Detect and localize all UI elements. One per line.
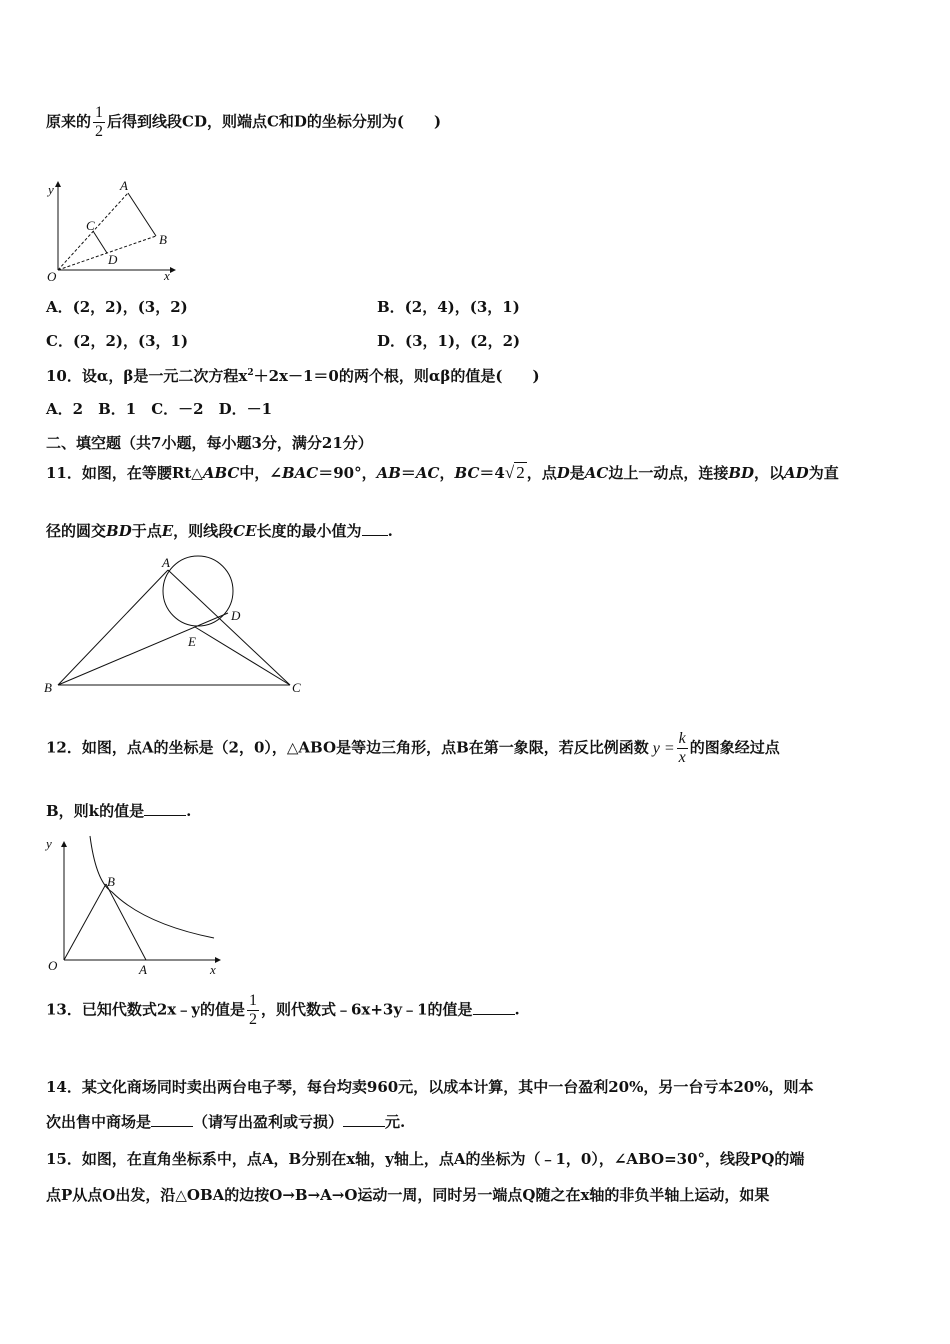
q11-label-b: B <box>44 680 52 695</box>
q14-answer-blank-1[interactable] <box>151 1112 193 1127</box>
q11-text: ＝ <box>400 464 416 482</box>
q12-fn-k: k <box>678 730 686 747</box>
q9-label-y: y <box>48 182 54 197</box>
q11-text: 中，∠ <box>239 464 282 482</box>
q12-label-y: y <box>46 836 52 851</box>
q11-var-bac: BAC <box>281 464 319 482</box>
q9-stem-pre: 原来的 <box>46 112 92 131</box>
q11-text: ，以 <box>754 464 785 482</box>
q10-stem-pre: 10．设α，β是一元二次方程x <box>46 367 248 385</box>
q11-text: 为直 <box>808 464 839 482</box>
q11-text: ，则线段 <box>173 522 234 540</box>
q11-label-e: E <box>188 634 196 649</box>
q11-answer-blank[interactable] <box>362 521 388 536</box>
q13-frac-den: 2 <box>248 1011 257 1028</box>
q13-frac-num: 1 <box>248 992 257 1009</box>
q10-stem-post: ＋2x－1＝0的两个根，则αβ的值是( ) <box>253 367 540 385</box>
q11-var-ac: AC <box>584 464 609 482</box>
q11-stem-line2 <box>46 520 393 541</box>
q13-stem <box>46 992 520 1029</box>
q9-figure <box>44 178 184 283</box>
q11-var-ac: AC <box>415 464 440 482</box>
q13-fraction <box>247 992 259 1029</box>
q12-text: . <box>186 802 192 820</box>
section-2-heading: 二、填空题（共7小题，每小题3分，满分21分） <box>46 434 373 452</box>
q11-var-e: E <box>161 522 174 540</box>
q11-text: 边上一动点，连接 <box>608 464 729 482</box>
q12-fn-fraction <box>677 730 688 767</box>
q12-label-b: B <box>107 874 115 889</box>
q14-line1: 14．某文化商场同时卖出两台电子琴，每台均卖960元，以成本计算，其中一台盈利20%，另一台亏本20%，则本 <box>46 1078 814 1096</box>
q11-label-d: D <box>231 608 241 623</box>
q15-line2: 点P从点O出发，沿△OBA的边按O→B→A→O运动一周，同时另一端点Q随之在x轴的非负半轴上运动，如果 <box>46 1186 770 1204</box>
q11-text: 于点 <box>131 522 162 540</box>
q11-sqrt-radicand: 2 <box>516 463 525 482</box>
q9-label-a: A <box>120 178 128 193</box>
q9-label-d: D <box>108 252 118 267</box>
q11-text: ＝4 <box>479 464 505 482</box>
q12-fn-x: x <box>678 749 686 766</box>
q12-text: 的图象经过点 <box>689 738 780 757</box>
q13-answer-blank[interactable] <box>473 1000 515 1015</box>
q13-text: ，则代数式﹣6x+3y﹣1的值是 <box>260 1000 473 1019</box>
q9-label-c: C <box>86 218 95 233</box>
q11-var-ad: AD <box>784 464 809 482</box>
q11-var-ab: AB <box>376 464 401 482</box>
q14-text: 次出售中商场是 <box>46 1113 152 1131</box>
q12-fn-y: y = <box>652 739 675 757</box>
q9-fraction <box>93 104 105 141</box>
q11-var-d: D <box>556 464 570 482</box>
q12-text: 12．如图，点A的坐标是（2，0），△ABO是等边三角形，点B在第一象限，若反比例函数 <box>46 738 649 757</box>
q11-text: . <box>387 522 393 540</box>
q14-answer-blank-2[interactable] <box>343 1112 385 1127</box>
q12-label-x: x <box>210 962 216 977</box>
q12-text: B，则k的值是 <box>46 802 145 820</box>
q11-label-a: A <box>162 555 170 570</box>
q11-var-ce: CE <box>233 522 257 540</box>
q9-frac-den: 2 <box>95 123 104 140</box>
q11-stem-line1 <box>46 462 839 483</box>
q10-stem <box>46 365 540 386</box>
q13-text: . <box>514 1000 520 1019</box>
q11-var-bd: BD <box>728 464 755 482</box>
q11-figure <box>40 552 315 700</box>
q12-answer-blank[interactable] <box>144 801 186 816</box>
q12-stem-line2 <box>46 800 191 821</box>
q9-frac-num: 1 <box>95 104 104 121</box>
q12-label-a: A <box>139 962 147 977</box>
q12-label-o: O <box>48 958 58 973</box>
q9-label-b: B <box>159 232 167 247</box>
q12-figure <box>40 832 230 977</box>
q11-text: 径的圆交 <box>46 522 107 540</box>
q9-option-c: C．(2，2)，(3，1) <box>46 332 189 350</box>
q11-label-c: C <box>292 680 301 695</box>
q11-text: 11．如图，在等腰Rt△ <box>46 464 203 482</box>
q9-label-x: x <box>164 268 170 283</box>
q9-stem-post: 后得到线段CD，则端点C和D的坐标分别为( ) <box>107 112 442 131</box>
q11-text: ，点 <box>526 464 557 482</box>
q14-text: 元. <box>385 1113 406 1131</box>
q9-option-b: B．(2，4)，(3，1) <box>377 298 520 316</box>
q10-options: A．2 B．1 C．－2 D．－1 <box>46 400 273 418</box>
q13-text: 13．已知代数式2x﹣y的值是 <box>46 1000 245 1019</box>
q11-var-abc: ABC <box>202 464 240 482</box>
q14-text: （请写出盈利或亏损） <box>193 1113 344 1131</box>
q15-line1: 15．如图，在直角坐标系中，点A，B分别在x轴，y轴上，点A的坐标为（﹣1，0），∠ABO=30°，线段PQ的端 <box>46 1150 805 1168</box>
q11-text: 长度的最小值为 <box>256 522 362 540</box>
q11-var-bd: BD <box>106 522 132 540</box>
q12-stem-line1 <box>46 730 780 767</box>
q10-superscript: 2 <box>247 368 254 378</box>
q11-var-bc: BC <box>454 464 480 482</box>
q11-text: 是 <box>569 464 585 482</box>
q11-text: ＝90°， <box>318 464 377 482</box>
q9-option-a: A．(2，2)，(3，2) <box>46 298 188 316</box>
q11-sqrt: √ 2 <box>504 463 525 482</box>
q9-label-o: O <box>47 269 57 284</box>
q9-stem <box>46 104 441 141</box>
q11-text: ， <box>439 464 455 482</box>
q9-option-d: D．(3，1)，(2，2) <box>377 332 521 350</box>
q14-line2 <box>46 1111 405 1132</box>
